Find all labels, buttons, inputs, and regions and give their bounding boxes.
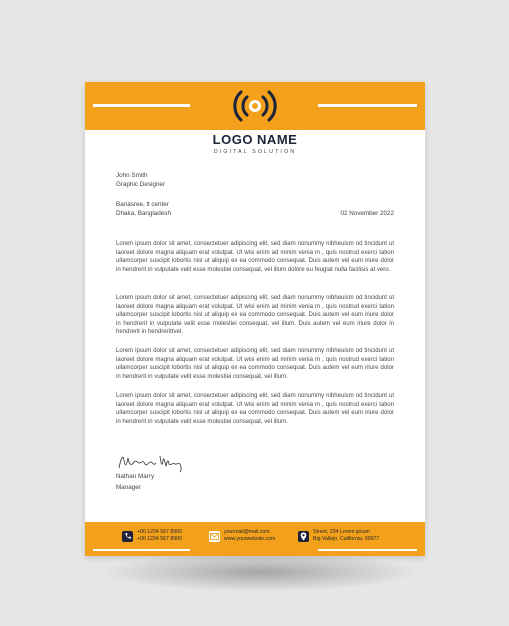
signer-name: Nathan Marry <box>116 473 155 480</box>
tagline: DIGITAL SOLUTION <box>213 149 297 155</box>
body-paragraph-4: Lorem ipsum dolor sit amet, consectetuer adipiscing elit, sed diam nonummy nibheuism od tincidunt ut laoreet dolore magna aliquam erat volutpat. Ut wisi enim ad minim venia m , quis nostrud exerci tation ullamcorper suscipit lobortis nisl ut aliquip ex ea commodo consequat. Duis autem vel eum iriure dolor in hendrerit in vulputate velit esse molestiei consequat, vel illum. <box>116 393 394 425</box>
address-line-2: Dhaka, Bangladesh <box>116 210 171 217</box>
sender-title: Graphic Designer <box>116 181 165 188</box>
footer-phone <box>122 529 182 543</box>
body-paragraph-2: Lorem ipsum dolor sit amet, consectetuer adipiscing elit, sed diam nonummy nibheuism od tincidunt ut laoreet dolore magna aliquam erat volutpat. Ut wisi enim ad minim venia m , quis nostrud exerci tation ullamcorper suscipit lobortis nisl ut aliquip ex ea commodo consequat. Duis autem vel eum iriure dolor in hendrerit in vulputate velit esse molestiei consequat, vel illum. Duis autem vel eum iriure dolor in hendrerit in hendrerittvel. <box>116 295 394 336</box>
footer-line-left <box>93 549 190 551</box>
address-line-1: Banasree, lt center <box>116 201 169 208</box>
email-line-1: yourmail@mail.com <box>224 529 270 535</box>
phone-line-2: +00 1234 567 8900 <box>137 536 182 542</box>
footer-line-right <box>318 549 417 551</box>
location-line-1: Street, 234 Lorem ipsum <box>313 529 370 535</box>
website-line: www.yourwebsite.com <box>224 536 276 542</box>
signature <box>116 450 186 474</box>
body-paragraph-3: Lorem ipsum dolor sit amet, consectetuer adipiscing elit, sed diam nonummy nibheuism od tincidunt ut laoreet dolore magna aliquam erat volutpat. Ut wisi enim ad minim venia m , quis nostrud exerci tation ullamcorper suscipit lobortis nisl ut aliquip ex ea commodo consequat. Duis autem vel eum iriure dolor in hendrerit in vulputate velit esse molestiei consequat, vel illum. <box>116 348 394 380</box>
location-pin-icon <box>298 531 309 542</box>
logo-name: LOGO NAME <box>212 132 298 147</box>
sender-name: John Smith <box>116 172 148 179</box>
body-paragraph-1: Lorem ipsum dolor sit amet, consectetuer adipiscing elit, sed diam nonummy nibheuism od tincidunt ut laoreet dolore magna aliquam erat volutpat. Ut wisi enim ad minim venia m , quis nostrud exerci tation ullamcorper suscipit lobortis nisl ut aliquip ex ea commodo consequat. Duis autem vel eum iriure dolor in hendrerit in vulputate velit esse molestiei consequat, vel illum dolore eu feugiat nulla facilisis at vero. <box>116 241 394 273</box>
header-line-left <box>93 104 190 107</box>
location-line-2: Big Vallejo, California, 00977 <box>313 536 380 542</box>
header-line-right <box>318 104 417 107</box>
footer-email <box>209 529 275 543</box>
phone-icon <box>122 531 133 542</box>
envelope-icon <box>209 531 220 542</box>
footer-location <box>298 529 379 543</box>
phone-line-1: +00 1234 567 8900 <box>137 529 182 535</box>
signer-title: Manager <box>116 484 141 491</box>
letterhead-page <box>85 82 425 556</box>
broadcast-icon <box>231 88 279 124</box>
page-shadow <box>100 552 420 592</box>
letter-date: 02 November 2022 <box>340 210 394 217</box>
